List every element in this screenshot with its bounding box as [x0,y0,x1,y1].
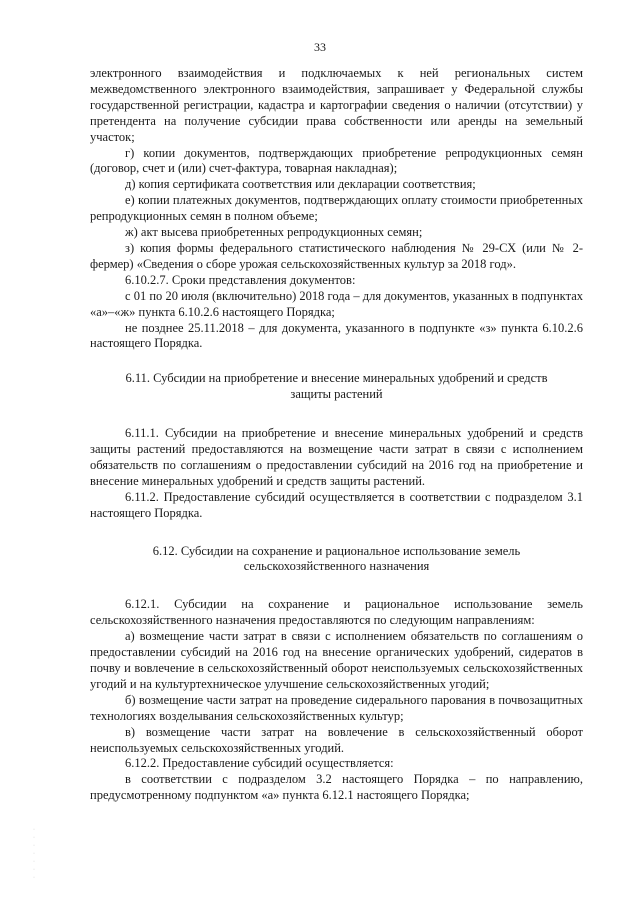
paragraph: 6.12.1. Субсидии на сохранение и рациональное использование земель сельскохозяйственного назначения предоставляются по следующим направлениям: [90,597,583,628]
paragraph: в соответствии с подразделом 3.2 настоящего Порядка – по направлению, предусмотренному подпунктом «а» пункта 6.12.1 настоящего Порядка; [90,772,583,803]
paragraph: б) возмещение части затрат на проведение сидерального парования в почвозащитных технологиях возделывания сельскохозяйственных культур; [90,692,583,723]
scan-edge-marks: · · · · · · · [33,827,35,881]
document-body [90,66,583,804]
paragraph: 6.10.2.7. Сроки представления документов: [125,272,356,287]
paragraph: с 01 по 20 июля (включительно) 2018 года – для документов, указанных в подпунктах «а»–«ж» пункта 6.10.2.6 настоящего Порядка; [90,288,583,319]
paragraph: ж) акт высева приобретенных репродукционных семян; [125,225,423,240]
paragraph: в) возмещение части затрат на вовлечение в сельскохозяйственный оборот неиспользуемых сельскохозяйственных угодий. [90,724,583,755]
paragraph: 6.11.2. Предоставление субсидий осуществляется в соответствии с подразделом 3.1 настоящего Порядка. [90,489,583,520]
paragraph: а) возмещение части затрат в связи с исполнением обязательств по соглашениям о предоставлении субсидий на 2016 год на внесение органических удобрений, сидератов в почву и вовлечение в сельскохозяйственный оборот неиспользуемых сельскохозяйственных угодий и на культуртехническое улучшение сельскохозяйственных угодий; [90,629,583,691]
page-number: 33 [314,40,326,54]
paragraph: е) копии платежных документов, подтверждающих оплату стоимости приобретенных репродукционных семян в полном объеме; [90,193,583,224]
paragraph: г) копии документов, подтверждающих приобретение репродукционных семян (договор, счет и (или) счет-фактура, товарная накладная); [90,145,583,176]
paragraph: д) копия сертификата соответствия или декларации соответствия; [125,177,476,192]
paragraph: 6.11.1. Субсидии на приобретение и внесение минеральных удобрений и средств защиты растений предоставляются на возмещение части затрат в связи с исполнением обязательств по соглашениям о предоставлении субсидий на 2016 год на приобретение и внесение минеральных удобрений и средств защиты растений. [90,426,583,488]
paragraph: электронного взаимодействия и подключаемых к ней региональных систем межведомственного электронного взаимодействия, запрашивает у Федеральной службы государственной регистрации, кадастра и картографии сведения о наличии (отсутствии) у претендента на получение субсидии права собственности или аренды на земельный участок; [90,66,583,144]
paragraph: 6.12.2. Предоставление субсидий осуществляется: [125,756,394,771]
section-heading-6-12: 6.12. Субсидии на сохранение и рациональное использование земель сельскохозяйственного назначения [152,543,521,574]
paragraph: з) копия формы федерального статистического наблюдения № 29-СХ (или № 2-фермер) «Сведения о сборе урожая сельскохозяйственных культур за 2018 год». [90,240,583,271]
section-heading-6-11: 6.11. Субсидии на приобретение и внесение минеральных удобрений и средств защиты растений [125,371,548,402]
paragraph: не позднее 25.11.2018 – для документа, указанного в подпункте «з» пункта 6.10.2.6 настоящего Порядка. [90,320,583,351]
